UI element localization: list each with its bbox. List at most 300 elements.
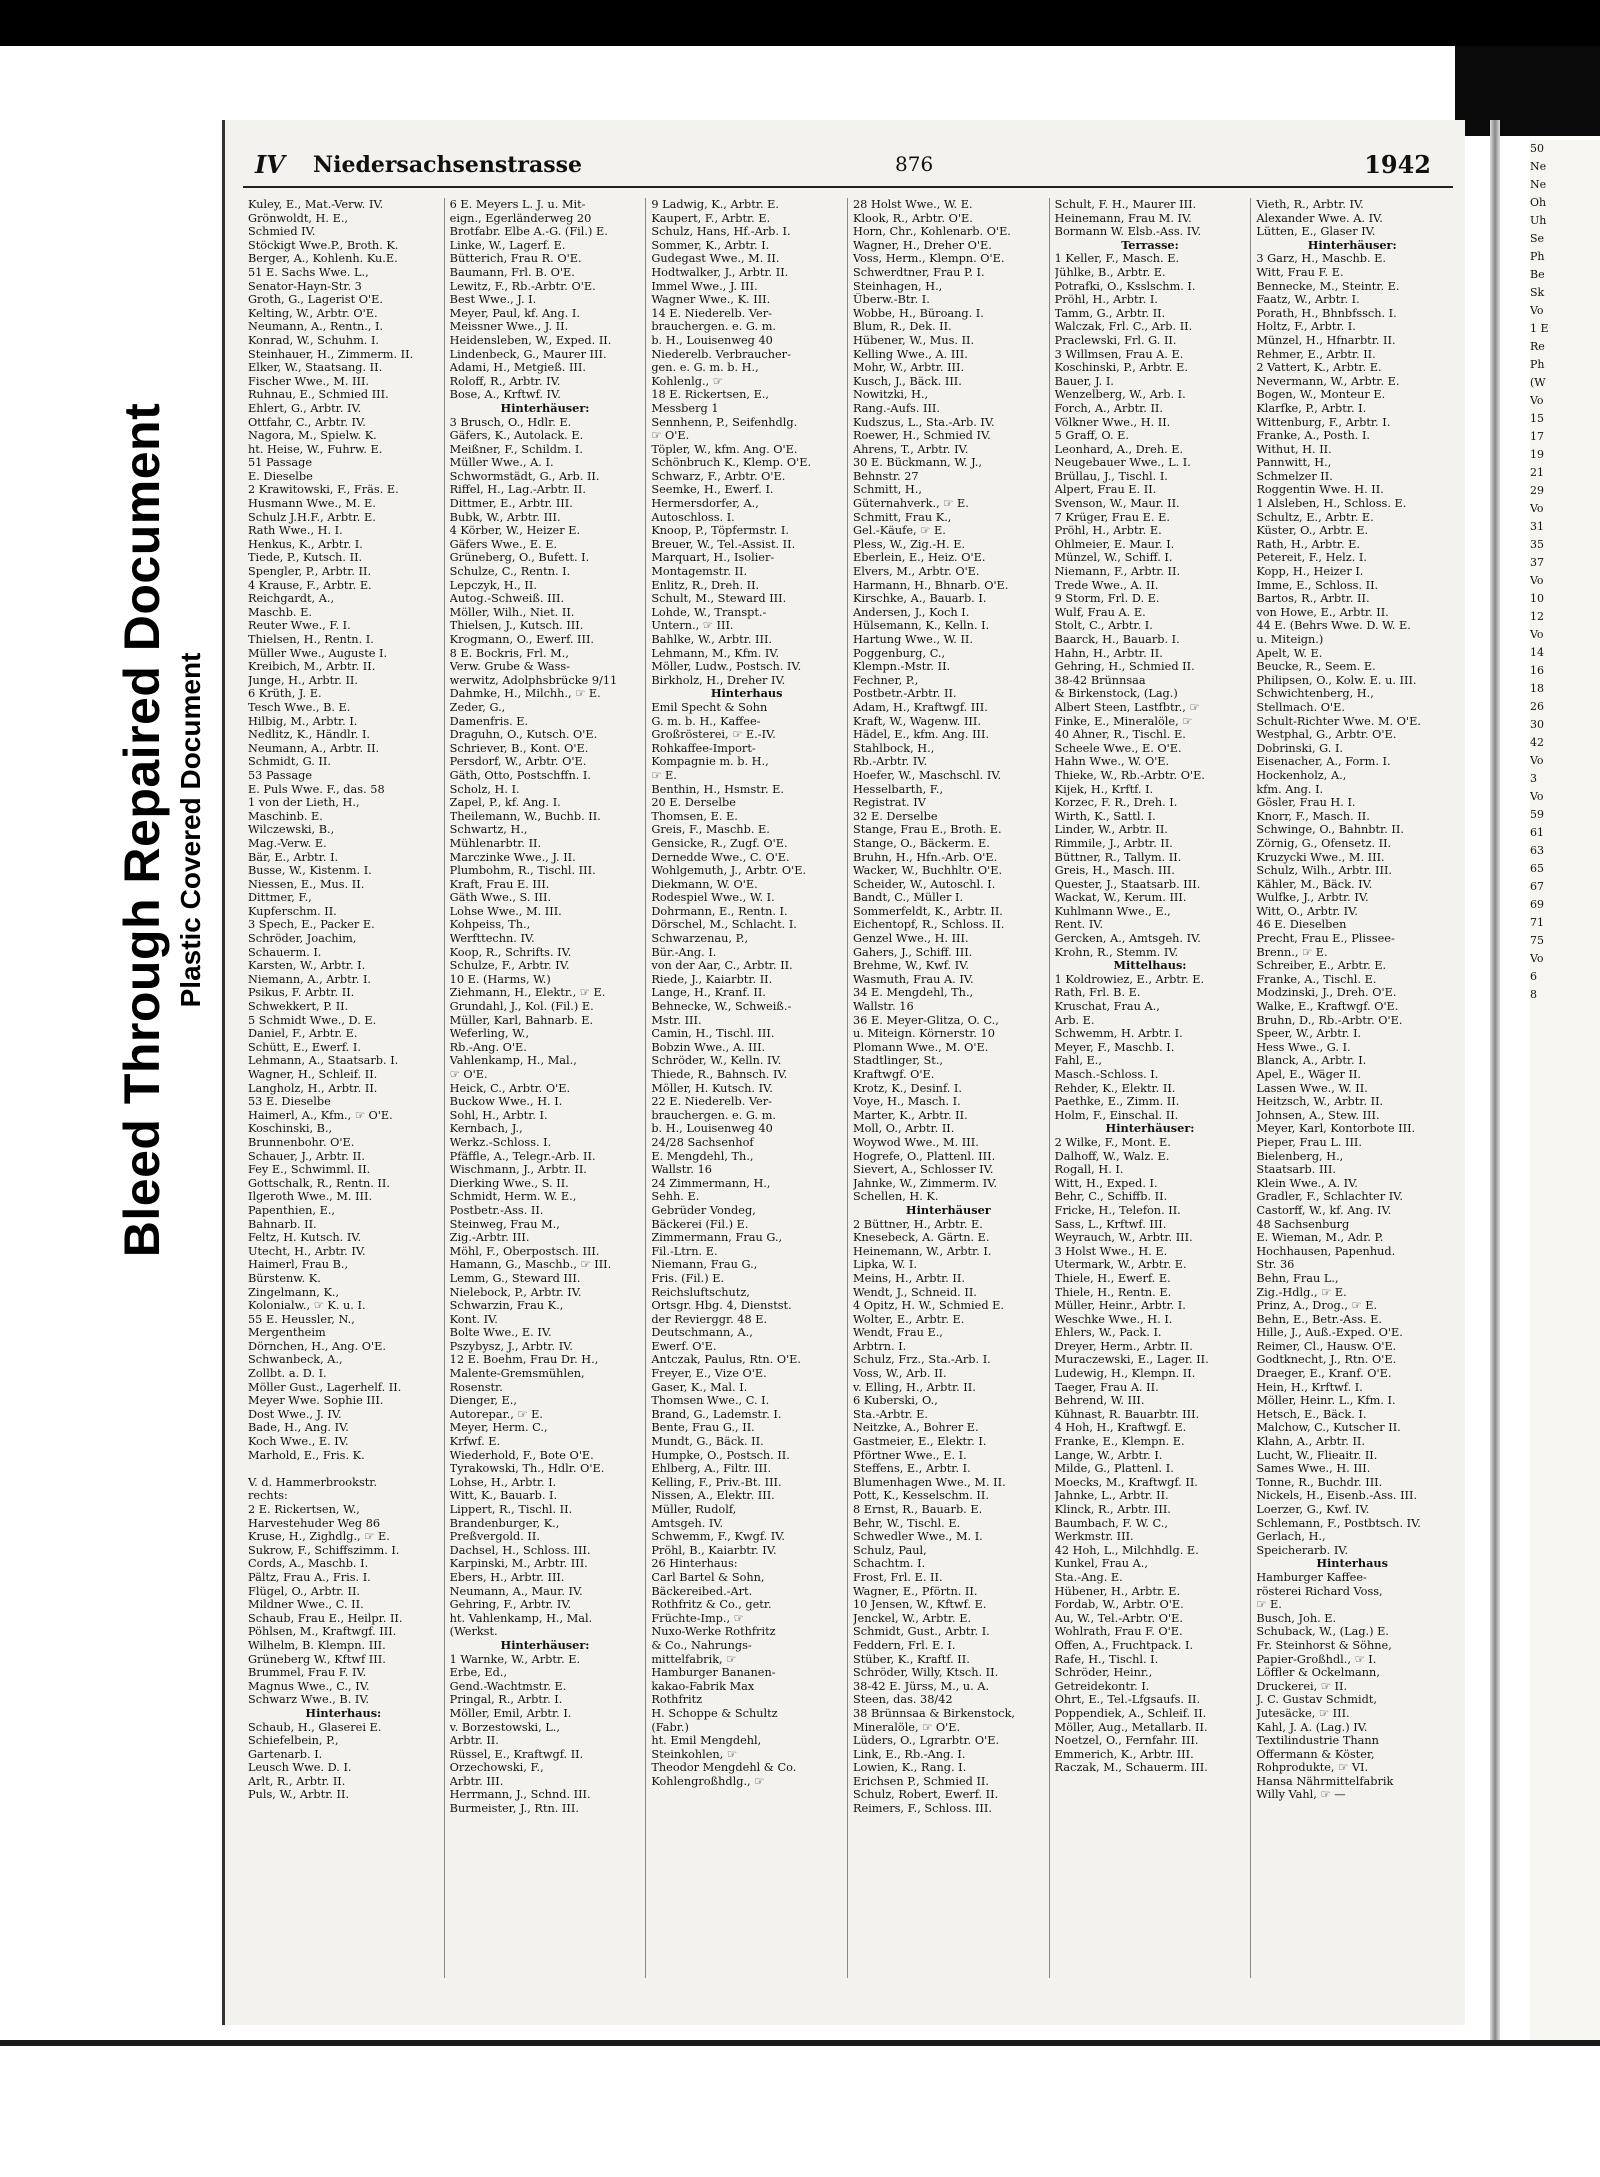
directory-entry: E. Wieman, M., Adr. P.	[1256, 1231, 1384, 1245]
directory-entry: Sames Wwe., H. III.	[1256, 1462, 1371, 1476]
directory-entry: Holm, F., Einschal. II.	[1054, 1108, 1179, 1122]
directory-entry: Meyer, F., Maschb. I.	[1054, 1040, 1175, 1054]
directory-entry: Fr. Steinhorst & Söhne,	[1256, 1638, 1392, 1652]
directory-entry: Lewitz, F., Rb.-Arbtr. O'E.	[449, 279, 596, 293]
directory-entry: Thomsen, E. E.	[651, 809, 738, 823]
directory-entry: Brummel, Frau F. IV.	[248, 1666, 367, 1680]
directory-entry: Gäfers Wwe., E. E.	[449, 537, 558, 551]
directory-entry: ht. Heise, W., Fuhrw. E.	[248, 442, 383, 456]
directory-entry: Daniel, F., Arbtr. E.	[248, 1027, 358, 1041]
directory-entry: Puls, W., Arbtr. II.	[248, 1788, 350, 1802]
directory-entry: Arbtr. II.	[449, 1734, 499, 1748]
directory-entry: Wacker, W., Buchhltr. O'E.	[853, 864, 1003, 878]
next-page-edge	[1530, 140, 1600, 2040]
directory-entry: Reimers, F., Schloss. III.	[853, 1802, 992, 1816]
directory-entry: Dachsel, H., Schloss. III.	[449, 1543, 591, 1557]
directory-entry: Hartung Wwe., W. II.	[853, 633, 973, 646]
directory-entry: Lohse, H., Arbtr. I.	[449, 1475, 557, 1489]
directory-entry: Lippert, R., Tischl. II.	[449, 1503, 573, 1516]
next-page-fragment: Be	[1530, 268, 1545, 281]
directory-entry: von der Aar, C., Arbtr. II.	[651, 959, 793, 973]
directory-entry: Alexander Wwe. A. IV.	[1256, 211, 1383, 225]
directory-entry: Krogmann, O., Ewerf. III.	[449, 633, 595, 646]
directory-entry: Voss, Herm., Klempn. O'E.	[853, 252, 1005, 266]
directory-entry: Woywod Wwe., M. III.	[853, 1135, 979, 1149]
directory-entry: Autog.-Schweiß. III.	[449, 592, 565, 606]
directory-entry: 20 E. Derselbe	[651, 796, 736, 810]
directory-entry: Seemke, H., Ewerf. I.	[651, 483, 774, 497]
directory-entry: Mühlenarbtr. II.	[449, 836, 542, 850]
directory-entry: Ehlers, W., Pack. I.	[1054, 1326, 1162, 1340]
directory-entry: Praclewski, Frl. G. II.	[1054, 333, 1177, 347]
directory-entry: Bandt, C., Müller I.	[853, 891, 964, 905]
directory-entry: Quester, J., Staatsarb. III.	[1054, 877, 1201, 891]
directory-entry: Brüllau, J., Tischl. I.	[1054, 469, 1168, 483]
directory-entry: 1 Warnke, W., Arbtr. E.	[449, 1652, 581, 1666]
directory-entry: Franke, A., Posth. I.	[1256, 429, 1371, 443]
directory-entry: Brunnenbohr. O'E.	[248, 1135, 355, 1149]
section-heading: Hinterhäuser:	[1307, 238, 1397, 252]
directory-entry: Senator-Hayn-Str. 3	[248, 279, 362, 293]
directory-entry: Gottschalk, R., Rentn. II.	[248, 1176, 390, 1190]
directory-entry: Zingelmann, K.,	[248, 1285, 340, 1299]
directory-entry: Sass, L., Krftwf. III.	[1054, 1217, 1167, 1231]
stamp-line-2: Plastic Covered Document	[175, 652, 206, 1008]
directory-entry: Schröder, Heinr.,	[1054, 1666, 1153, 1680]
directory-entry: Weschke Wwe., H. I.	[1054, 1312, 1173, 1326]
directory-entry: Hädel, E., kfm. Ang. III.	[853, 728, 990, 742]
directory-entry: 46 E. Dieselben	[1256, 918, 1347, 932]
next-page-fragment: Vo	[1530, 394, 1544, 407]
directory-entry: Wirth, K., Sattl. I.	[1054, 809, 1156, 823]
directory-entry: Reimer, Cl., Hausw. O'E.	[1256, 1339, 1397, 1353]
directory-entry: Lohse Wwe., M. III.	[449, 904, 562, 918]
directory-entry: Voss, W., Arb. II.	[853, 1367, 947, 1381]
directory-entry: Wittenburg, F., Arbtr. I.	[1256, 415, 1391, 429]
directory-entry: Schultz, E., Arbtr. E.	[1256, 510, 1374, 524]
directory-entry: 34 E. Mengdehl, Th.,	[853, 986, 974, 1000]
directory-entry: Bose, A., Krftwf. IV.	[449, 388, 561, 402]
directory-entry: Klahn, A., Arbtr. II.	[1256, 1435, 1365, 1449]
directory-entry: Rimmile, J., Arbtr. II.	[1054, 836, 1173, 850]
page-number: 876	[895, 152, 934, 176]
directory-entry: Moecks, M., Kraftwgf. II.	[1054, 1475, 1198, 1489]
directory-entry: Heinemann, W., Arbtr. I.	[853, 1244, 992, 1258]
directory-entry: Wackat, W., Kerum. III.	[1054, 891, 1187, 905]
next-page-fragment: Ph	[1530, 250, 1545, 263]
directory-entry: Hille, J., Auß.-Exped. O'E.	[1256, 1326, 1403, 1340]
directory-entry: Scheider, W., Autoschl. I.	[853, 877, 996, 891]
directory-entry: Utecht, H., Arbtr. IV.	[248, 1244, 366, 1258]
directory-entry: Pförtner Wwe., E. I.	[853, 1448, 967, 1462]
directory-entry: Reuter Wwe., F. I.	[248, 619, 351, 633]
directory-entry: Utermark, W., Arbtr. E.	[1054, 1258, 1187, 1272]
directory-entry: Thielsen, J., Kutsch. III.	[449, 619, 584, 633]
directory-entry: Baumann, Frl. B. O'E.	[449, 265, 575, 279]
directory-entry: 2 E. Rickertsen, W.,	[248, 1503, 360, 1516]
directory-entry: Stadtlinger, St.,	[853, 1054, 944, 1068]
next-page-fragment: 50	[1530, 142, 1544, 155]
directory-entry: Schmidt, Herm. W. E.,	[449, 1190, 577, 1204]
directory-entry: V. d. Hammerbrookstr.	[248, 1475, 378, 1489]
directory-entry: Haimerl, A., Kfm., ☞ O'E.	[248, 1108, 393, 1122]
directory-entry: Elvers, M., Arbtr. O'E.	[853, 565, 980, 579]
directory-entry: Schiefelbein, P.,	[248, 1734, 339, 1748]
directory-entry: ht. Vahlenkamp, H., Mal.	[449, 1611, 593, 1625]
next-page-fragment: Uh	[1530, 214, 1547, 227]
directory-entry: ☞ O'E.	[449, 1068, 488, 1081]
directory-entry: Erbe, Ed.,	[449, 1666, 508, 1680]
directory-entry: Kühnast, R. Bauarbtr. III.	[1054, 1407, 1200, 1421]
directory-entry: Tesch Wwe., B. E.	[248, 700, 351, 714]
directory-entry: Groth, G., Lagerist O'E.	[248, 293, 383, 307]
directory-entry: Busse, W., Kistenm. I.	[248, 864, 372, 878]
directory-entry: 4 Körber, W., Heizer E.	[449, 524, 581, 538]
directory-entry: Möller, Aug., Metallarb. II.	[1054, 1720, 1208, 1734]
directory-entry: Rosenstr.	[449, 1380, 503, 1394]
directory-entry: Möller, Wilh., Niet. II.	[449, 605, 575, 619]
directory-entry: Korzec, F. R., Dreh. I.	[1054, 796, 1178, 810]
directory-entry: Neumann, A., Arbtr. II.	[248, 741, 380, 755]
directory-entry: Brand, G., Lademstr. I.	[651, 1407, 782, 1421]
directory-entry: Wolter, E., Arbtr. E.	[853, 1312, 965, 1326]
next-page-fragment: 42	[1530, 736, 1544, 749]
directory-entry: mittelfabrik, ☞	[651, 1652, 737, 1666]
directory-entry: Dittmer, F.,	[248, 891, 312, 905]
directory-entry: 55 E. Heussler, N.,	[248, 1312, 355, 1326]
directory-entry: Nickels, H., Eisenb.-Ass. III.	[1256, 1489, 1418, 1503]
directory-entry: Nowitzki, H.,	[853, 388, 929, 402]
directory-entry: Nedlitz, K., Händlr. I.	[248, 728, 371, 742]
directory-entry: Imme, E., Schloss. II.	[1256, 578, 1379, 592]
directory-entry: Schwartz, H.,	[449, 823, 528, 837]
directory-entry: Zollbt. a. D. I.	[248, 1367, 327, 1381]
directory-entry: Hamburger Kaffee-	[1256, 1570, 1367, 1584]
directory-entry: Schellen, H. K.	[853, 1190, 939, 1204]
directory-entry: Magnus Wwe., C., IV.	[248, 1679, 370, 1693]
directory-entry: Hübener, W., Mus. II.	[853, 333, 975, 347]
directory-entry: Rb.-Arbtr. IV.	[853, 755, 928, 769]
directory-entry: Dörnchen, H., Ang. O'E.	[248, 1339, 386, 1353]
directory-entry: Scheele Wwe., E. O'E.	[1054, 741, 1182, 755]
directory-entry: Möller, H. Kutsch. IV.	[651, 1081, 773, 1095]
directory-entry: 4 Opitz, H. W., Schmied E.	[853, 1299, 1005, 1313]
directory-entry: Franke, E., Klempn. E.	[1054, 1435, 1185, 1449]
directory-entry: Schulz, Hans, Hf.-Arb. I.	[651, 225, 791, 239]
directory-entry: Ebers, H., Arbtr. III.	[449, 1570, 565, 1584]
directory-entry: & Birkenstock, (Lag.)	[1054, 687, 1178, 701]
directory-entry: v. Elling, H., Arbtr. II.	[853, 1380, 976, 1394]
next-page-fragment: 10	[1530, 592, 1544, 605]
directory-entry: Bruhn, D., Rb.-Arbtr. O'E.	[1256, 1013, 1403, 1027]
directory-entry: Werkz.-Schloss. I.	[449, 1135, 552, 1149]
directory-entry: Schult, F. H., Maurer III.	[1054, 198, 1197, 211]
directory-entry: Thomsen Wwe., C. I.	[651, 1394, 770, 1408]
directory-entry: Vieth, R., Arbtr. IV.	[1256, 198, 1364, 211]
directory-entry: Sievert, A., Schlosser IV.	[853, 1163, 994, 1177]
directory-entry: Berger, A., Kohlenh. Ku.E.	[248, 252, 398, 266]
directory-entry: Möller, Ludw., Postsch. IV.	[651, 660, 802, 674]
directory-entry: Apelt, W. E.	[1256, 646, 1323, 660]
directory-entry: Birkholz, H., Dreher IV.	[651, 673, 786, 687]
section-heading: Hinterhäuser:	[1105, 1122, 1195, 1136]
directory-entry: Küster, O., Arbtr. E.	[1256, 524, 1369, 538]
directory-entry: Schmidt, G. II.	[248, 755, 331, 769]
next-page-fragment: 8	[1530, 988, 1537, 1001]
directory-entry: Steinhauer, H., Zimmerm. II.	[248, 347, 414, 361]
next-page-fragment: 1 E	[1530, 322, 1549, 335]
directory-entry: 5 Schmidt Wwe., D. E.	[248, 1013, 377, 1027]
directory-entry: Schröder, Willy, Ktsch. II.	[853, 1666, 999, 1680]
directory-entry: Güternahverk., ☞ E.	[853, 497, 969, 511]
directory-entry: Offen, A., Fruchtpack. I.	[1054, 1638, 1194, 1652]
directory-entry: Sohl, H., Arbtr. I.	[449, 1108, 548, 1122]
directory-entry: Meyer, Paul, kf. Ang. I.	[449, 306, 580, 320]
directory-entry: Montagemstr. II.	[651, 565, 748, 579]
directory-entry: Fordab, W., Arbtr. O'E.	[1054, 1598, 1184, 1612]
directory-entry: 8 Ernst, R., Bauarb. E.	[853, 1503, 983, 1516]
directory-entry: Meissner Wwe., J. II.	[449, 320, 569, 334]
next-page-fragment: Vo	[1530, 754, 1544, 767]
directory-entry: Gel.-Käufe, ☞ E.	[853, 524, 946, 538]
directory-entry: Ohlmeier, E. Maur. I.	[1054, 537, 1175, 551]
directory-entry: Deutschmann, A.,	[651, 1326, 753, 1340]
directory-entry: Gastmeier, E., Elektr. I.	[853, 1435, 987, 1449]
directory-entry: Ottfahr, C., Arbtr. IV.	[248, 415, 366, 429]
directory-entry: Sta.-Ang. E.	[1054, 1570, 1123, 1584]
directory-entry: Kuhlmann Wwe., E.,	[1054, 904, 1171, 918]
directory-entry: Schwarz, F., Arbtr. O'E.	[651, 469, 786, 483]
directory-entry: 3 Willmsen, Frau A. E.	[1054, 347, 1184, 361]
next-page-fragment: 17	[1530, 430, 1544, 443]
directory-entry: Psikus, F. Arbtr. II.	[248, 986, 355, 1000]
directory-entry: Mohr, W., Arbtr. III.	[853, 361, 965, 375]
directory-entry: Schulz, Wilh., Arbtr. III.	[1256, 864, 1393, 878]
directory-entry: 26 Hinterhaus:	[651, 1557, 738, 1571]
directory-entry: rösterei Richard Voss,	[1256, 1584, 1383, 1598]
directory-entry: Castorff, W., kf. Ang. IV.	[1256, 1203, 1392, 1217]
directory-entry: Kähler, M., Bäck. IV.	[1256, 877, 1373, 891]
directory-entry: Harmann, H., Bhnarb. O'E.	[853, 578, 1009, 592]
directory-entry: Noetzel, O., Fernfahr. III.	[1054, 1734, 1199, 1748]
directory-entry: Lucht, W., Flieaitr. II.	[1256, 1448, 1378, 1462]
directory-entry: Völkner Wwe., H. II.	[1054, 415, 1171, 429]
directory-entry: Leonhard, A., Dreh. E.	[1054, 442, 1184, 456]
directory-entry: 2 Vattert, K., Arbtr. E.	[1256, 361, 1382, 375]
next-page-fragment: 35	[1530, 538, 1544, 551]
directory-entry: kfm. Ang. I.	[1256, 782, 1324, 796]
directory-entry: Link, E., Rb.-Ang. I.	[853, 1747, 966, 1761]
directory-entry: Nevermann, W., Arbtr. E.	[1256, 374, 1400, 388]
directory-entry: Ortsgr. Hbg. 4, Dienstst.	[651, 1299, 792, 1313]
directory-entry: Lindenbeck, G., Maurer III.	[449, 347, 607, 361]
directory-entry: Tonne, R., Buchdr. III.	[1256, 1475, 1383, 1489]
next-page-fragment: 30	[1530, 718, 1544, 731]
directory-entry: 3 Holst Wwe., H. E.	[1054, 1244, 1168, 1258]
directory-entry: Tyrakowski, Th., Hdlr. O'E.	[449, 1462, 605, 1476]
directory-entry: 6 Krüth, J. E.	[248, 687, 322, 701]
directory-entry: Kahl, J. A. (Lag.) IV.	[1256, 1720, 1368, 1734]
directory-entry: Schmidt, Gust., Arbtr. I.	[853, 1625, 990, 1639]
next-page-fragment: Oh	[1530, 196, 1547, 209]
directory-entry: Tamm, G., Arbtr. II.	[1054, 306, 1166, 320]
directory-entry: Schauer, J., Arbtr. II.	[248, 1149, 365, 1163]
directory-entry: 3 Brusch, O., Hdlr. E.	[449, 415, 572, 429]
directory-entry: 38-42 Brünnsaa	[1054, 673, 1146, 687]
directory-entry: Poggenburg, C.,	[853, 646, 946, 660]
directory-entry: gen. e. G. m. b. H.,	[651, 361, 759, 375]
next-page-fragment: Vo	[1530, 502, 1544, 515]
directory-entry: Zimmermann, Frau G.,	[651, 1231, 783, 1245]
directory-entry: Fechner, P.,	[853, 673, 919, 687]
directory-entry: Schulze, C., Rentn. I.	[449, 565, 571, 579]
directory-entry: Wobbe, H., Büroang. I.	[853, 306, 984, 320]
directory-entry: Kirschke, A., Bauarb. I.	[853, 592, 987, 606]
directory-entry: Untern., ☞ III.	[651, 619, 734, 633]
directory-entry: Heinemann, Frau M. IV.	[1054, 211, 1192, 225]
directory-entry: Malente-Gremsmühlen,	[449, 1367, 585, 1381]
directory-entry: Wendt, Frau E.,	[853, 1326, 943, 1340]
directory-entry: Linder, W., Arbtr. II.	[1054, 823, 1168, 837]
directory-entry: Malchow, C., Kutscher II.	[1256, 1421, 1401, 1435]
directory-entry: Ahrens, T., Arbtr. IV.	[853, 442, 969, 456]
directory-entry: Wendt, J., Schneid. II.	[853, 1285, 977, 1299]
directory-entry: Wohlgemuth, J., Arbtr. O'E.	[651, 864, 807, 878]
directory-entry: Stüber, K., Kraftf. II.	[853, 1652, 970, 1666]
directory-entry: Behn, E., Betr.-Ass. E.	[1256, 1312, 1382, 1326]
directory-entry: Lassen Wwe., W. II.	[1256, 1081, 1368, 1095]
directory-entry: Speicherarb. IV.	[1256, 1543, 1349, 1557]
directory-entry: Konrad, W., Schuhm. I.	[248, 333, 380, 347]
directory-entry: Bäckereibed.-Art.	[651, 1584, 753, 1598]
page-header	[243, 146, 1453, 188]
directory-entry: Rang.-Aufs. III.	[853, 401, 940, 415]
directory-entry: Dahmke, H., Milchh., ☞ E.	[449, 687, 601, 701]
directory-entry: Rodespiel Wwe., W. I.	[651, 891, 775, 905]
directory-entry: Stange, Frau E., Broth. E.	[853, 823, 1002, 837]
directory-entry: Au, W., Tel.-Arbtr. O'E.	[1054, 1611, 1183, 1625]
directory-entry: Weferling, W.,	[449, 1027, 530, 1041]
directory-entry: 44 E. (Behrs Wwe. D. W. E.	[1256, 619, 1411, 633]
directory-entry: Henkus, K., Arbtr. I.	[248, 537, 363, 551]
directory-column-6	[1251, 198, 1453, 1978]
directory-entry: Hamburger Bananen-	[651, 1666, 776, 1680]
next-page-fragment: Se	[1530, 232, 1545, 245]
directory-entry: Gäfers, K., Autolack. E.	[449, 429, 584, 443]
directory-entry: J. C. Gustav Schmidt,	[1256, 1693, 1377, 1707]
directory-entry: Bormann W. Elsb.-Ass. IV.	[1054, 225, 1202, 239]
directory-entry: eign., Egerländerweg 20	[449, 211, 592, 225]
directory-entry: Bütterich, Frau R. O'E.	[449, 252, 582, 266]
directory-entry: Töpler, W., kfm. Ang. O'E.	[651, 442, 798, 456]
directory-entry: Neugebauer Wwe., L. I.	[1054, 456, 1191, 470]
directory-entry: 8 E. Bockris, Frl. M.,	[449, 646, 569, 660]
directory-entry: Nielebock, P., Arbtr. IV.	[449, 1285, 582, 1299]
page-fold	[1490, 120, 1500, 2040]
directory-entry: Hermersdorfer, A.,	[651, 497, 759, 511]
directory-entry: Philipsen, O., Kolw. E. u. III.	[1256, 673, 1417, 687]
directory-entry: Pröhl, B., Kaiarbtr. IV.	[651, 1543, 777, 1557]
directory-entry: Postbetr.-Arbtr. II.	[853, 687, 957, 701]
directory-entry: Alpert, Frau E. II.	[1054, 483, 1157, 497]
directory-entry: Modzinski, J., Dreh. O'E.	[1256, 986, 1397, 1000]
directory-entry: Neitzke, A., Bohrer E.	[853, 1421, 979, 1435]
directory-entry: Rothfritz & Co., getr.	[651, 1598, 772, 1612]
next-page-fragment: 59	[1530, 808, 1544, 821]
directory-entry: Schwarz Wwe., B. IV.	[248, 1693, 370, 1707]
directory-entry: Sennhenn, P., Seifenhdlg.	[651, 415, 798, 429]
directory-entry: Wischmann, J., Arbtr. II.	[449, 1163, 587, 1177]
directory-entry: 51 Passage	[248, 456, 313, 470]
directory-entry: Schuback, W., (Lag.) E.	[1256, 1625, 1389, 1639]
section-heading: Hinterhäuser:	[500, 1638, 590, 1652]
directory-entry: Schwanbeck, A.,	[248, 1353, 343, 1367]
directory-entry: Bade, H., Ang. IV.	[248, 1421, 349, 1435]
directory-entry: Schulz, Frz., Sta.-Arb. I.	[853, 1353, 991, 1367]
directory-entry: Gehring, F., Arbtr. IV.	[449, 1598, 572, 1612]
directory-entry: Schwinge, O., Bahnbtr. II.	[1256, 823, 1404, 837]
directory-entry: Persdorf, W., Arbtr. O'E.	[449, 755, 587, 769]
directory-entry: Stange, O., Bäckerm. E.	[853, 836, 990, 850]
directory-entry: Marhold, E., Fris. K.	[248, 1448, 365, 1462]
directory-entry: Meyer, Herm. C.,	[449, 1421, 548, 1435]
directory-entry: Schult-Richter Wwe. M. O'E.	[1256, 714, 1421, 728]
directory-entry: Rohkaffee-Import-	[651, 741, 756, 755]
directory-entry: Überw.-Btr. I.	[853, 293, 930, 307]
directory-entry: Thielsen, H., Rentn. I.	[248, 633, 374, 646]
directory-entry: Bolte Wwe., E. IV.	[449, 1326, 552, 1340]
directory-entry: Freyer, E., Vize O'E.	[651, 1367, 767, 1381]
directory-entry: Kelting, W., Arbtr. O'E.	[248, 306, 378, 320]
directory-entry: Kupferschm. II.	[248, 904, 337, 918]
directory-entry: Kraft, W., Wagenw. III.	[853, 714, 981, 728]
directory-entry: Rath Wwe., H. I.	[248, 524, 343, 538]
directory-entry: Ilgeroth Wwe., M. III.	[248, 1190, 373, 1204]
directory-entry: brauchergen. e. G. m.	[651, 320, 777, 334]
directory-entry: Gradler, F., Schlachter IV.	[1256, 1190, 1403, 1204]
directory-entry: Schriever, B., Kont. O'E.	[449, 741, 589, 755]
directory-entry: Kohpeiss, Th.,	[449, 918, 531, 932]
directory-entry: Mundt, G., Bäck. II.	[651, 1435, 764, 1449]
directory-entry: G. m. b. H., Kaffee-	[651, 714, 761, 728]
directory-entry: Sommerfeldt, K., Arbtr. II.	[853, 904, 1003, 918]
next-page-fragment: Vo	[1530, 628, 1544, 641]
directory-entry: Humpke, O., Postsch. II.	[651, 1448, 790, 1462]
directory-entry: ☞ E.	[1256, 1598, 1282, 1612]
directory-entry: Damenfris. E.	[449, 714, 529, 728]
next-page-fragment: 61	[1530, 826, 1544, 839]
directory-entry: Johnsen, A., Stew. III.	[1256, 1108, 1380, 1122]
directory-entry: Bruhn, H., Hfn.-Arb. O'E.	[853, 850, 998, 864]
directory-entry: Holtz, F., Arbtr. I.	[1256, 320, 1356, 334]
directory-entry: Grönwoldt, H. E.,	[248, 211, 349, 225]
directory-entry: Rehder, K., Elektr. II.	[1054, 1081, 1176, 1095]
directory-entry: Dörschel, M., Schlacht. I.	[651, 918, 797, 932]
directory-entry: Pieper, Frau L. III.	[1256, 1135, 1362, 1149]
directory-entry: Wagner Wwe., K. III.	[651, 293, 771, 307]
directory-entry: 30 E. Bückmann, W. J.,	[853, 456, 982, 470]
directory-entry: Leusch Wwe. D. I.	[248, 1761, 352, 1775]
directory-entry: Greis, F., Maschb. E.	[651, 823, 770, 837]
directory-entry: Löffler & Ockelmann,	[1256, 1666, 1380, 1680]
directory-entry: Sta.-Arbtr. E.	[853, 1407, 928, 1421]
directory-entry: Klein Wwe., A. IV.	[1256, 1176, 1358, 1190]
directory-entry: Pszybysz, J., Arbtr. IV.	[449, 1339, 573, 1353]
directory-entry: Schaub, Frau E., Heilpr. II.	[248, 1611, 403, 1625]
directory-entry: Bubk, W., Arbtr. III.	[449, 510, 561, 524]
directory-entry: 10 Jensen, W., Kftwf. E.	[853, 1598, 987, 1612]
directory-entry: Jutesäcke, ☞ III.	[1256, 1706, 1350, 1720]
